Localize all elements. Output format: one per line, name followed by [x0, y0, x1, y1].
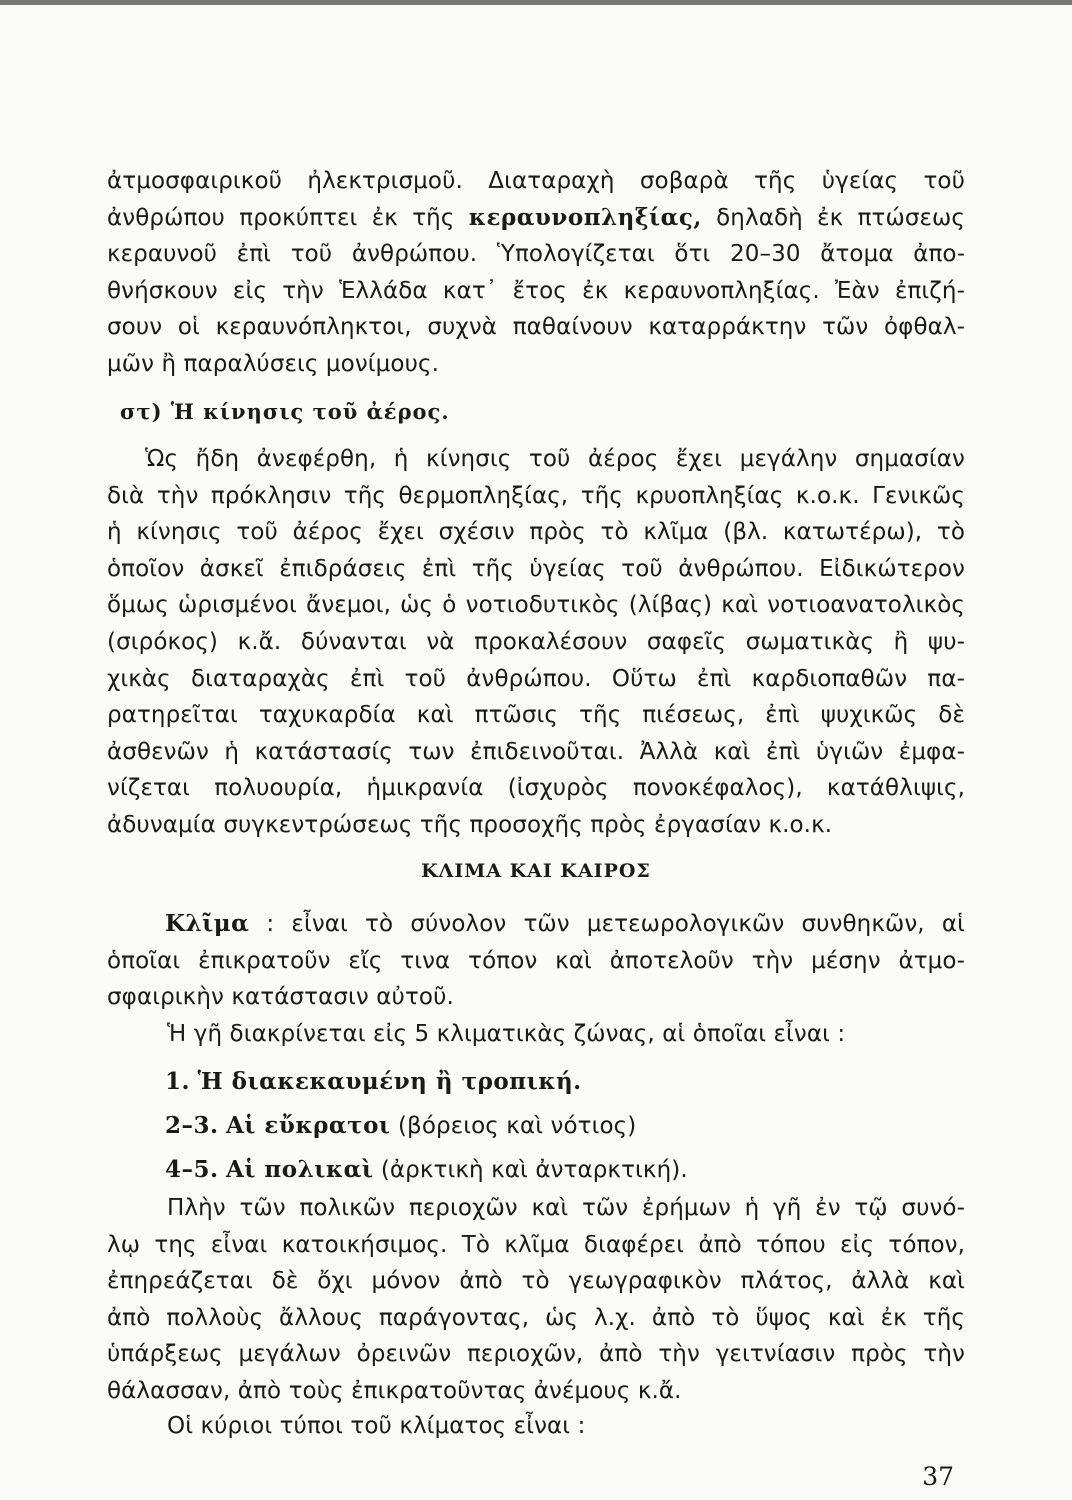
- text-line: ὁποῖον ἀσκεῖ ἐπιδράσεις ἐπὶ τῆς ὑγείας τοῦ ἀνθρώπου. Εἰδικώτερον: [107, 555, 965, 582]
- text-line: Ἡ γῆ διακρίνεται εἰς 5 κλιματικὰς ζώνας, αἱ ὁποῖαι εἶναι :: [167, 1021, 846, 1047]
- page-number: 37: [922, 1462, 954, 1491]
- list-item: 4–5. Αἱ πολικαὶ (ἀρκτικὴ καὶ ἀνταρκτική).: [165, 1156, 688, 1183]
- zones-list: [165, 1064, 925, 1196]
- text-line: νίζεται πολυουρία, ἡμικρανία (ἰσχυρὸς πονοκέφαλος), κατάθλιψις,: [107, 775, 965, 802]
- text-line: ὅμως ὡρισμένοι ἄνεμοι, ὡς ὁ νοτιοδυτικὸς (λίβας) καὶ νοτιοανατολικὸς: [107, 592, 965, 619]
- paragraph-air-movement: [107, 441, 965, 844]
- paragraph-climate: [107, 1190, 965, 1410]
- text-line: ὁποῖαι ἐπικρατοῦν εἴς τινα τόπον καὶ ἀποτελοῦν τὴν μέσην ἀτμο-: [107, 947, 965, 974]
- definition-climate: [107, 906, 965, 1016]
- text-line: Ὡς ἤδη ἀνεφέρθη, ἡ κίνησις τοῦ ἀέρος ἔχει μεγάλην σημασίαν: [145, 446, 965, 472]
- text-line: κεραυνοῦ ἐπὶ τοῦ ἀνθρώπου. Ὑπολογίζεται ὅτι 20–30 ἄτομα ἀπο-: [107, 241, 965, 268]
- text-line: σφαιρικὴν κατάστασιν αὐτοῦ.: [107, 984, 454, 1011]
- list-item: 1. Ἡ διακεκαυμένη ἢ τροπική.: [165, 1068, 582, 1095]
- text-line: (σιρόκος) κ.ἄ. δύνανται νὰ προκαλέσουν σαφεῖς σωματικὰς ἢ ψυ-: [107, 628, 965, 655]
- section-heading: ΚΛΙΜΑ ΚΑΙ ΚΑΙΡΟΣ: [421, 860, 651, 882]
- text-line: Πλὴν τῶν πολικῶν περιοχῶν καὶ τῶν ἐρήμων ἡ γῆ ἐν τῷ συνό-: [167, 1195, 965, 1221]
- text-line: ἀσθενῶν ἡ κατάστασίς των ἐπιδεινοῦται. Ἀλλὰ καὶ ἐπὶ ὑγιῶν ἐμφα-: [107, 738, 965, 765]
- text-line: ὑπάρξεως μεγάλων ὀρεινῶν περιοχῶν, ἀπὸ τὴν γειτνίασιν πρὸς τὴν: [107, 1341, 965, 1368]
- paragraph-lightning: [107, 163, 965, 383]
- scan-top-edge: [0, 0, 1072, 5]
- text-line: ἀπὸ πολλοὺς ἄλλους παράγοντας, ὡς λ.χ. ἀπὸ τὸ ὕψος καὶ ἐκ τῆς: [107, 1304, 965, 1331]
- text-line: Οἱ κύριοι τύποι τοῦ κλίματος εἶναι :: [167, 1413, 586, 1439]
- text-line: ἡ κίνησις τοῦ ἀέρος ἔχει σχέσιν πρὸς τὸ κλῖμα (βλ. κατωτέρω), τὸ: [107, 519, 965, 546]
- text-line: μῶν ἢ παραλύσεις μονίμους.: [107, 350, 439, 377]
- text-line: διὰ τὴν πρόκλησιν τῆς θερμοπληξίας, τῆς κρυοπληξίας κ.ο.κ. Γενικῶς: [107, 482, 965, 509]
- text-line: χικὰς διαταραχὰς ἐπὶ τοῦ ἀνθρώπου. Οὕτω ἐπὶ καρδιοπαθῶν πα-: [107, 665, 965, 692]
- text-line: Κλῖμα : εἶναι τὸ σύνολον τῶν μετεωρολογικῶν συνθηκῶν, αἱ: [165, 910, 965, 937]
- text-line: ἀνθρώπου προκύπτει ἐκ τῆς κεραυνοπληξίας, δηλαδὴ ἐκ πτώσεως: [107, 203, 965, 231]
- text-line: ἀδυναμία συγκεντρώσεως τῆς προσοχῆς πρὸς ἐργασίαν κ.ο.κ.: [107, 811, 833, 838]
- closing-line: [107, 1408, 965, 1445]
- list-item: 2–3. Αἱ εὔκρατοι (βόρειος καὶ νότιος): [165, 1112, 637, 1139]
- text-line: ρατηρεῖται ταχυκαρδία καὶ πτῶσις τῆς πιέσεως, ἐπὶ ψυχικῶς δὲ: [107, 702, 965, 729]
- text-line: λῳ της εἶναι κατοικήσιμος. Τὸ κλῖμα διαφέρει ἀπὸ τόπου εἰς τόπον,: [107, 1231, 965, 1258]
- zones-intro: [107, 1016, 965, 1053]
- definition-term: Κλῖμα: [165, 910, 250, 937]
- subsection-title: στ) Ἡ κίνησις τοῦ ἀέρος.: [120, 399, 450, 424]
- text-line: θνήσκουν εἰς τὴν Ἑλλάδα κατ᾿ ἔτος ἐκ κεραυνοπληξίας. Ἐὰν ἐπιζή-: [107, 277, 965, 304]
- text-line: σουν οἱ κεραυνόπληκτοι, συχνὰ παθαίνουν καταρράκτην τῶν ὀφθαλ-: [107, 314, 965, 341]
- text-line: ἀτμοσφαιρικοῦ ἠλεκτρισμοῦ. Διαταραχὴ σοβαρὰ τῆς ὑγείας τοῦ: [107, 168, 965, 194]
- text-line: θάλασσαν, ἀπὸ τοὺς ἐπικρατοῦντας ἀνέμους κ.ἄ.: [107, 1377, 682, 1404]
- text-line: ἐπηρεάζεται δὲ ὄχι μόνον ἀπὸ τὸ γεωγραφικὸν πλάτος, ἀλλὰ καὶ: [107, 1268, 965, 1295]
- emphasis-term: κεραυνοπληξίας,: [468, 203, 702, 231]
